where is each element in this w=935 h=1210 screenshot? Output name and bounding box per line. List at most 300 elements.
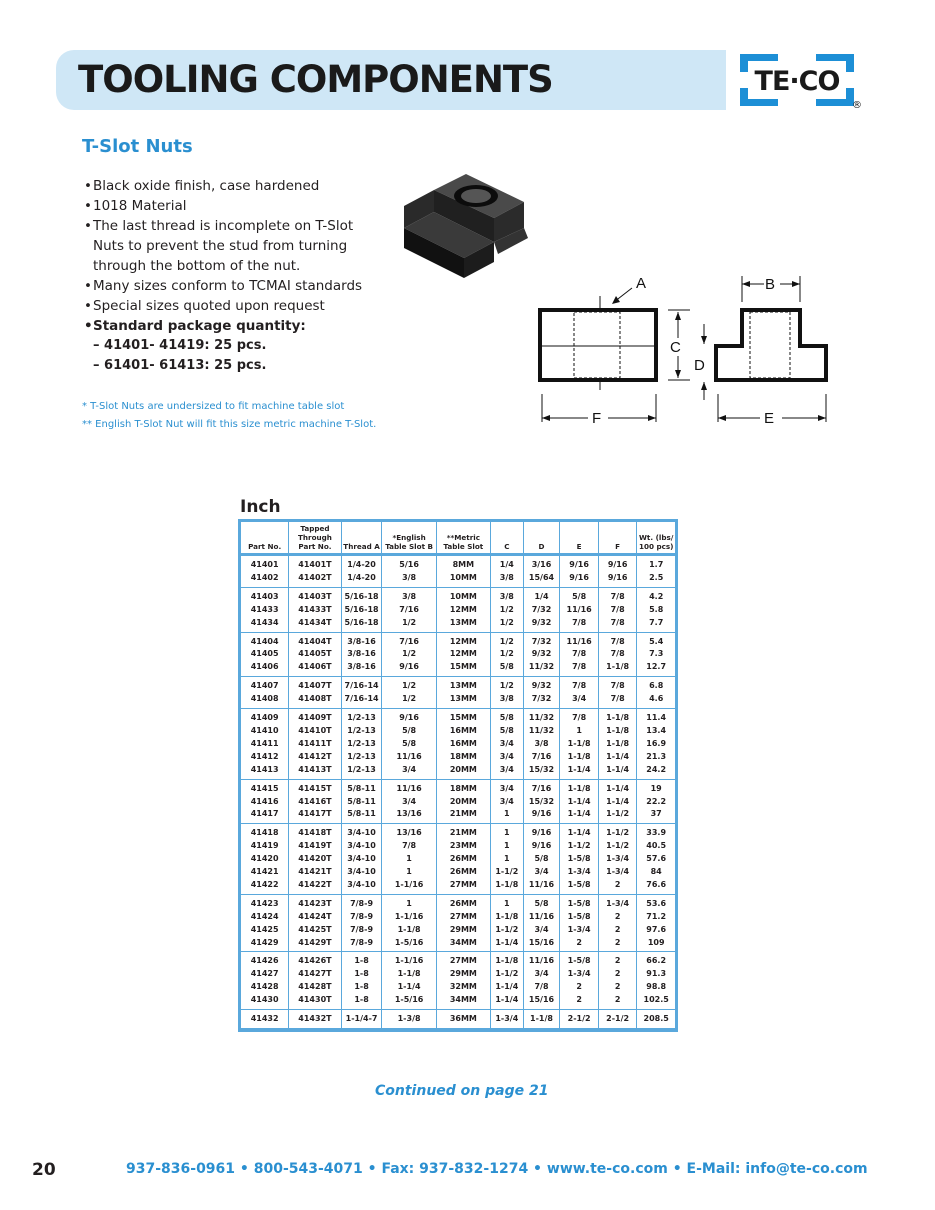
table-cell: 27MM <box>436 911 490 924</box>
table-cell: 9/32 <box>523 677 560 693</box>
table-cell: 41416 <box>250 796 279 806</box>
table-cell: 7/8-9 <box>341 894 382 910</box>
footnote-undersized: * T-Slot Nuts are undersized to fit machine table slot <box>82 401 345 412</box>
table-cell: 2 <box>560 981 599 994</box>
table-cell: 1-1/2 <box>598 840 636 853</box>
table-row <box>241 751 675 764</box>
table-cell: 2 <box>598 879 636 894</box>
table-cell: 13/16 <box>382 808 436 823</box>
table-cell: 9/16 <box>523 808 560 823</box>
table-cell: 21MM <box>436 824 490 840</box>
table-cell: 1 <box>382 866 436 879</box>
table-cell: 102.5 <box>637 994 675 1009</box>
table-cell: 1-1/4 <box>560 808 599 823</box>
table-cell: 1/2-13 <box>341 725 382 738</box>
table-cell: 3/8 <box>523 738 560 751</box>
svg-text:TE·CO: TE·CO <box>754 66 840 97</box>
table-cell: 23MM <box>436 840 490 853</box>
table-cell: 9/16 <box>560 572 599 587</box>
table-cell: 3/4 <box>490 796 523 809</box>
table-cell: 41425 <box>250 924 279 934</box>
table-row <box>241 840 675 853</box>
table-cell: 11/16 <box>523 911 560 924</box>
table-cell: 41407 <box>250 681 279 691</box>
table-cell: 13MM <box>436 677 490 693</box>
table-cell: 1-1/8 <box>598 725 636 738</box>
table-cell: 7/16 <box>382 604 436 617</box>
table-cell: 1-8 <box>341 968 382 981</box>
table-cell: 1 <box>382 853 436 866</box>
table-cell: 11.4 <box>637 709 675 725</box>
table-cell: 9/16 <box>523 840 560 853</box>
table-cell: 41420T <box>289 853 341 866</box>
table-cell: 41404 <box>250 636 279 646</box>
table-cell: 20MM <box>436 764 490 779</box>
table-cell: 41404T <box>289 632 341 648</box>
feature-list <box>84 176 384 376</box>
table-cell: 34MM <box>436 994 490 1009</box>
table-cell: 41401 <box>250 560 279 569</box>
table-cell: 109 <box>637 937 675 952</box>
table-cell: 1-1/8 <box>598 709 636 725</box>
feature-item: • Special sizes quoted upon request <box>84 298 325 314</box>
table-cell: 7/8 <box>382 840 436 853</box>
feature-item: • Black oxide finish, case hardened <box>84 178 320 194</box>
table-row <box>241 911 675 924</box>
table-cell: 1.7 <box>637 555 675 572</box>
registered-mark: ® <box>852 100 862 111</box>
table-cell: 1 <box>490 808 523 823</box>
table-cell: 7/16 <box>523 751 560 764</box>
table-cell: 3/4 <box>490 764 523 779</box>
section-title: T-Slot Nuts <box>82 136 193 157</box>
table-cell: 41421T <box>289 866 341 879</box>
table-cell: 41430 <box>241 994 289 1009</box>
table-cell: 1-5/16 <box>382 994 436 1009</box>
table-cell: 41402T <box>289 572 341 587</box>
table-cell: 1 <box>490 824 523 840</box>
table-cell: 7/8 <box>598 677 636 693</box>
table-row <box>241 796 675 809</box>
table-cell: 1-1/2 <box>560 840 599 853</box>
col-e: E <box>560 522 599 555</box>
table-cell: 1-1/8 <box>490 952 523 968</box>
table-cell: 1 <box>490 853 523 866</box>
table-cell: 1/2-13 <box>341 738 382 751</box>
table-cell: 1-3/4 <box>560 924 599 937</box>
table-row <box>241 725 675 738</box>
table-cell: 3/4-10 <box>341 853 382 866</box>
table-cell: 3/4 <box>523 968 560 981</box>
table-cell: 41423T <box>289 894 341 910</box>
table-cell: 7/8 <box>560 661 599 676</box>
table-cell: 1/2 <box>382 648 436 661</box>
table-cell: 41412 <box>250 751 279 761</box>
table-cell: 9/16 <box>523 824 560 840</box>
table-cell: 1-1/8 <box>382 924 436 937</box>
table-cell: 41410T <box>289 725 341 738</box>
table-cell: 41419 <box>250 841 279 851</box>
table-cell: 1-8 <box>341 994 382 1009</box>
table-cell: 1-3/4 <box>598 866 636 879</box>
table-cell: 5/8 <box>382 725 436 738</box>
table-cell: 9/16 <box>560 555 599 572</box>
feature-item: • Many sizes conform to TCMAI standards <box>84 278 363 294</box>
table-cell: 41417T <box>289 808 341 823</box>
table-row <box>241 937 675 952</box>
table-cell: 22.2 <box>637 796 675 809</box>
table-row <box>241 764 675 779</box>
table-cell: 1-1/16 <box>382 879 436 894</box>
table-cell: 2 <box>598 994 636 1009</box>
table-row <box>241 587 675 603</box>
table-cell: 1-8 <box>341 981 382 994</box>
table-cell: 1-1/8 <box>560 738 599 751</box>
table-cell: 5/16-18 <box>341 604 382 617</box>
table-cell: 9/32 <box>523 617 560 632</box>
table-cell: 7/16-14 <box>341 677 382 693</box>
table-cell: 41418T <box>289 824 341 840</box>
table-cell: 2 <box>598 952 636 968</box>
table-cell: 2 <box>560 937 599 952</box>
table-cell: 7/8 <box>598 693 636 708</box>
table-cell: 41427 <box>250 969 279 979</box>
table-cell: 1-1/2 <box>490 924 523 937</box>
table-cell: 1-1/8 <box>382 968 436 981</box>
table-cell: 41424 <box>250 911 279 921</box>
col-part-no: Part No. <box>241 522 289 555</box>
table-cell: 12MM <box>436 632 490 648</box>
table-cell: 33.9 <box>637 824 675 840</box>
table-cell: 1-1/16 <box>382 911 436 924</box>
table-cell: 2.5 <box>637 572 675 587</box>
table-cell: 9/16 <box>598 572 636 587</box>
table-cell: 41430T <box>289 994 341 1009</box>
table-cell: 21.3 <box>637 751 675 764</box>
table-cell: 16MM <box>436 738 490 751</box>
table-cell: 5/8-11 <box>341 796 382 809</box>
table-cell: 7/32 <box>523 632 560 648</box>
col-english-slot: *English Table Slot B <box>382 522 436 555</box>
table-cell: 26MM <box>436 866 490 879</box>
table-row <box>241 572 675 587</box>
table-cell: 97.6 <box>637 924 675 937</box>
table-cell: 3/8-16 <box>341 661 382 676</box>
table-cell: 53.6 <box>637 894 675 910</box>
table-cell: 1/2 <box>382 693 436 708</box>
table-cell: 1/2 <box>490 677 523 693</box>
table-cell: 41432 <box>241 1010 289 1029</box>
table-cell: 41409 <box>250 713 279 723</box>
table-cell: 41405T <box>289 648 341 661</box>
table-cell: 15/32 <box>523 796 560 809</box>
table-cell: 18MM <box>436 779 490 795</box>
table-row <box>241 677 675 693</box>
table-row <box>241 604 675 617</box>
table-cell: 3/4-10 <box>341 824 382 840</box>
table-cell: 9/16 <box>382 709 436 725</box>
table-cell: 1-3/4 <box>490 1010 523 1029</box>
table-cell: 41424T <box>289 911 341 924</box>
table-cell: 41406T <box>289 661 341 676</box>
table-cell: 7/16 <box>523 779 560 795</box>
table-cell: 1-1/4 <box>560 796 599 809</box>
tslot-nut-table <box>238 519 678 1032</box>
table-cell: 7/8 <box>598 604 636 617</box>
table-cell: 11/32 <box>523 725 560 738</box>
table-cell: 7/32 <box>523 604 560 617</box>
table-body <box>241 555 675 1029</box>
table-cell: 1-3/4 <box>598 853 636 866</box>
table-cell: 76.6 <box>637 879 675 894</box>
package-label: • Standard package quantity: <box>84 318 306 334</box>
table-cell: 1-1/4 <box>560 824 599 840</box>
table-row <box>241 808 675 823</box>
table-cell: 5.4 <box>637 632 675 648</box>
table-cell: 3/4 <box>490 738 523 751</box>
table-cell: 1/4-20 <box>341 572 382 587</box>
table-cell: 7/16 <box>382 632 436 648</box>
table-cell: 1-5/8 <box>560 879 599 894</box>
table-cell: 2 <box>598 937 636 952</box>
table-cell: 1-1/4 <box>490 981 523 994</box>
table-cell: 1-5/8 <box>560 911 599 924</box>
continued-note: Continued on page 21 <box>375 1083 549 1099</box>
table-cell: 36MM <box>436 1010 490 1029</box>
table-cell: 13/16 <box>382 824 436 840</box>
table-cell: 5/8-11 <box>341 779 382 795</box>
table-cell: 1/2 <box>490 604 523 617</box>
table-cell: 41429 <box>241 937 289 952</box>
t-slot-nut-photo <box>394 166 530 290</box>
table-cell: 1 <box>490 840 523 853</box>
table-cell: 4.6 <box>637 693 675 708</box>
table-cell: 1/4 <box>523 587 560 603</box>
table-cell: 41426 <box>250 956 279 966</box>
table-cell: 41403 <box>250 591 279 601</box>
table-cell: 11/16 <box>523 952 560 968</box>
table-cell: 5.8 <box>637 604 675 617</box>
table-cell: 21MM <box>436 808 490 823</box>
table-cell: 5/16-18 <box>341 587 382 603</box>
table-row <box>241 924 675 937</box>
table-row <box>241 555 675 572</box>
table-cell: 84 <box>637 866 675 879</box>
table-cell: 3/4 <box>523 866 560 879</box>
table-cell: 3/4-10 <box>341 840 382 853</box>
package-item: – 61401- 61413: 25 pcs. <box>93 358 267 373</box>
table-cell: 41406 <box>241 661 289 676</box>
table-cell: 5/16-18 <box>341 617 382 632</box>
table-row <box>241 866 675 879</box>
table-cell: 27MM <box>436 879 490 894</box>
table-cell: 24.2 <box>637 764 675 779</box>
table-cell: 1 <box>382 894 436 910</box>
table-row <box>241 894 675 910</box>
col-tapped-part-no: Tapped Through Part No. <box>289 522 341 555</box>
table-cell: 1-1/4 <box>598 779 636 795</box>
table-cell: 41423 <box>250 898 279 908</box>
table-cell: 2 <box>598 981 636 994</box>
table-cell: 3/4 <box>560 693 599 708</box>
table-cell: 3/4 <box>382 796 436 809</box>
table-row <box>241 661 675 676</box>
col-thread: Thread A <box>341 522 382 555</box>
table-cell: 2 <box>598 968 636 981</box>
table-cell: 41418 <box>250 828 279 838</box>
table-cell: 41425T <box>289 924 341 937</box>
table-cell: 71.2 <box>637 911 675 924</box>
table-cell: 41412T <box>289 751 341 764</box>
label-d: D <box>694 357 705 374</box>
table-cell: 66.2 <box>637 952 675 968</box>
table-cell: 3/8 <box>382 587 436 603</box>
table-row <box>241 709 675 725</box>
table-cell: 7/8-9 <box>341 937 382 952</box>
table-cell: 7/8 <box>560 617 599 632</box>
label-f: F <box>592 410 602 427</box>
table-cell: 12MM <box>436 604 490 617</box>
table-cell: 11/16 <box>382 751 436 764</box>
table-cell: 41405 <box>250 649 279 659</box>
col-weight: Wt. (lbs/ 100 pcs) <box>637 522 675 555</box>
table-cell: 7/8 <box>523 981 560 994</box>
table-cell: 3/4 <box>490 751 523 764</box>
table-cell: 9/16 <box>382 661 436 676</box>
table-cell: 1-5/8 <box>560 952 599 968</box>
table-row <box>241 648 675 661</box>
table-row <box>241 981 675 994</box>
table-row <box>241 779 675 795</box>
table-cell: 1-1/8 <box>523 1010 560 1029</box>
table-cell: 57.6 <box>637 853 675 866</box>
table-cell: 20MM <box>436 796 490 809</box>
table-cell: 5/8-11 <box>341 808 382 823</box>
table-cell: 7.3 <box>637 648 675 661</box>
label-c: C <box>670 339 681 356</box>
table-cell: 15/32 <box>523 764 560 779</box>
table-cell: 32MM <box>436 981 490 994</box>
table-row <box>241 952 675 968</box>
table-cell: 7/16-14 <box>341 693 382 708</box>
table-row <box>241 738 675 751</box>
table-cell: 3/8-16 <box>341 632 382 648</box>
table-cell: 7/8 <box>560 648 599 661</box>
table-cell: 11/16 <box>560 604 599 617</box>
table-cell: 1-1/4 <box>598 764 636 779</box>
table-cell: 41413T <box>289 764 341 779</box>
table-cell: 1-8 <box>341 952 382 968</box>
table-cell: 41409T <box>289 709 341 725</box>
footnotes <box>82 398 376 434</box>
table-cell: 5/16 <box>382 555 436 572</box>
page-number: 20 <box>32 1160 56 1180</box>
table-cell: 41434 <box>241 617 289 632</box>
table-cell: 1-5/8 <box>560 894 599 910</box>
table-cell: 4.2 <box>637 587 675 603</box>
table-cell: 1-1/4 <box>490 994 523 1009</box>
table-cell: 16MM <box>436 725 490 738</box>
table-cell: 3/4 <box>490 779 523 795</box>
table-cell: 34MM <box>436 937 490 952</box>
table-cell: 7/8 <box>560 677 599 693</box>
table-cell: 8MM <box>436 555 490 572</box>
table-cell: 5/8 <box>490 709 523 725</box>
table-title: Inch <box>240 497 281 517</box>
table-cell: 5/8 <box>560 587 599 603</box>
table-cell: 41402 <box>241 572 289 587</box>
table-cell: 10MM <box>436 587 490 603</box>
feature-item: • The last thread is incomplete on T-Slot Nuts to prevent the stud from turning through the bottom of the nut. <box>84 218 354 274</box>
table-cell: 1-3/4 <box>560 866 599 879</box>
table-cell: 1-1/8 <box>560 779 599 795</box>
table-cell: 1/4-20 <box>341 555 382 572</box>
page-title: TOOLING COMPONENTS <box>78 58 553 101</box>
package-item: – 41401- 41419: 25 pcs. <box>93 338 267 353</box>
contact-footer: 937-836-0961 • 800-543-4071 • Fax: 937-832-1274 • www.te-co.com • E-Mail: info@te-co.com <box>126 1161 868 1177</box>
table-row <box>241 879 675 894</box>
table-cell: 15/16 <box>523 994 560 1009</box>
table-cell: 41421 <box>250 867 279 877</box>
col-metric-slot: **Metric Table Slot <box>436 522 490 555</box>
table-cell: 41422T <box>289 879 341 894</box>
label-b: B <box>765 276 776 293</box>
table-cell: 41415 <box>250 783 279 793</box>
table-cell: 1-3/4 <box>598 894 636 910</box>
table-cell: 29MM <box>436 968 490 981</box>
table-cell: 41433 <box>250 604 279 614</box>
table-cell: 3/8 <box>490 693 523 708</box>
table-cell: 3/4 <box>382 764 436 779</box>
table-cell: 1-1/2 <box>598 824 636 840</box>
col-c: C <box>490 522 523 555</box>
table-cell: 41422 <box>241 879 289 894</box>
table-cell: 1-1/4 <box>598 796 636 809</box>
table-cell: 1 <box>490 894 523 910</box>
table-cell: 11/16 <box>560 632 599 648</box>
table-cell: 1-1/4 <box>382 981 436 994</box>
table-cell: 7/32 <box>523 693 560 708</box>
table-cell: 7/8 <box>598 617 636 632</box>
table-cell: 2-1/2 <box>560 1010 599 1029</box>
table-cell: 1/2-13 <box>341 764 382 779</box>
table-row <box>241 693 675 708</box>
table-cell: 208.5 <box>637 1010 675 1029</box>
table-header-row <box>241 522 675 555</box>
table-cell: 13.4 <box>637 725 675 738</box>
table-cell: 13MM <box>436 693 490 708</box>
table-cell: 1-1/8 <box>490 879 523 894</box>
table-cell: 1-1/4 <box>490 937 523 952</box>
table-cell: 1/2 <box>382 677 436 693</box>
table-cell: 1-1/2 <box>598 808 636 823</box>
table-cell: 41415T <box>289 779 341 795</box>
table-cell: 16.9 <box>637 738 675 751</box>
table-cell: 27MM <box>436 952 490 968</box>
table-cell: 6.8 <box>637 677 675 693</box>
teco-logo <box>738 50 856 110</box>
table-row <box>241 968 675 981</box>
table-cell: 3/16 <box>523 555 560 572</box>
table-cell: 1 <box>560 725 599 738</box>
table-row <box>241 994 675 1009</box>
table-cell: 1/2 <box>490 617 523 632</box>
table-cell: 2 <box>598 911 636 924</box>
table-cell: 7/8 <box>598 587 636 603</box>
table-cell: 41432T <box>289 1010 341 1029</box>
table-cell: 3/8 <box>490 587 523 603</box>
table-cell: 29MM <box>436 924 490 937</box>
